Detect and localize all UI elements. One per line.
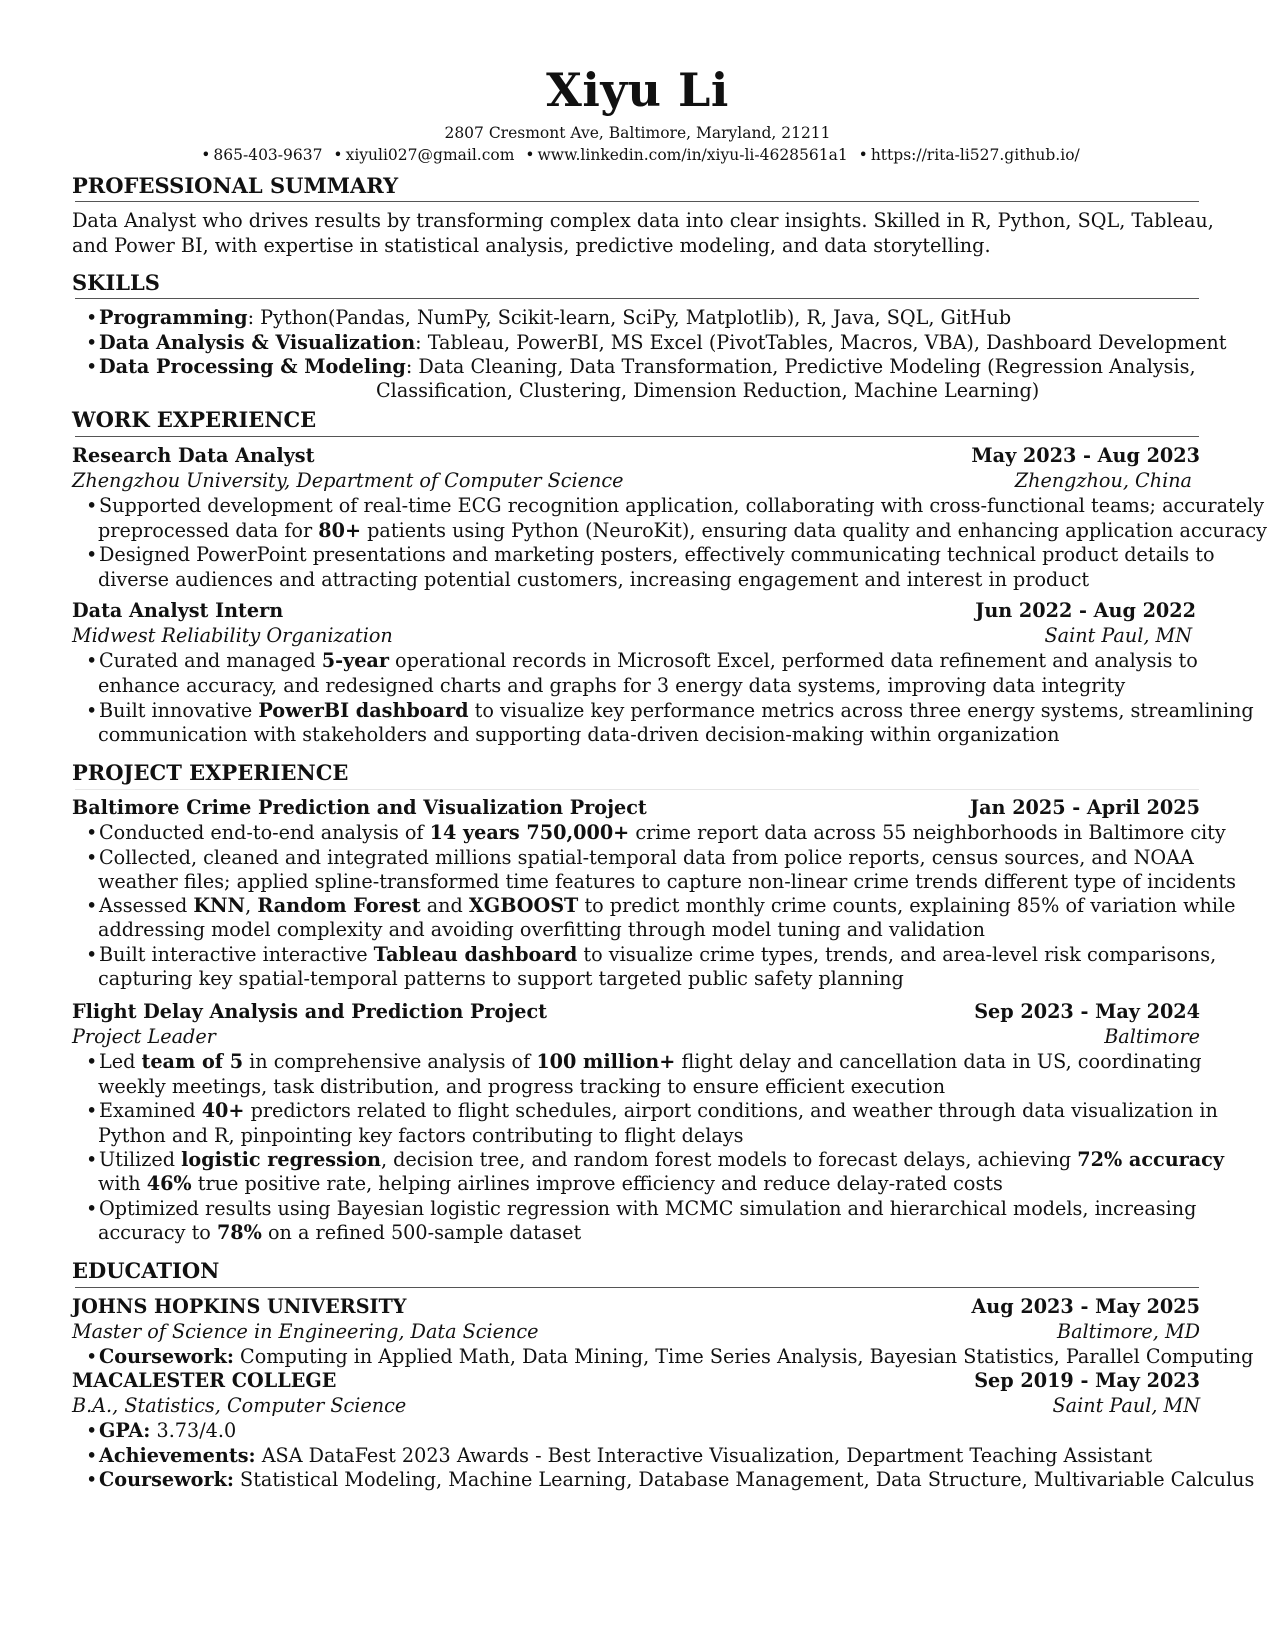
detail-label: Coursework: bbox=[99, 1345, 234, 1368]
job-organization: Midwest Reliability Organization bbox=[72, 624, 393, 647]
education-detail: •GPA: 3.73/4.0 bbox=[86, 1419, 237, 1442]
address: 2807 Cresmont Ave, Baltimore, Maryland, 21211 bbox=[444, 124, 831, 142]
job-location: Saint Paul, MN bbox=[1044, 624, 1192, 647]
bold-phrase: logistic regression bbox=[181, 1148, 381, 1171]
detail-label: Achievements: bbox=[99, 1444, 256, 1467]
job-bullet bbox=[86, 648, 1198, 673]
skill-text: : Tableau, PowerBI, MS Excel (PivotTables, Macros, VBA), Dashboard Development bbox=[415, 331, 1227, 354]
section-divider bbox=[75, 789, 1199, 790]
text-run: addressing model complexity and avoiding overfitting through model tuning and validation bbox=[98, 918, 985, 941]
text-run: communication with stakeholders and supporting data-driven decision-making within organization bbox=[98, 723, 1060, 746]
detail-text: 3.73/4.0 bbox=[150, 1419, 237, 1442]
project-bullet bbox=[86, 1098, 1218, 1123]
school-location: Baltimore, MD bbox=[1056, 1320, 1200, 1343]
text-run: Optimized results using Bayesian logistic regression with MCMC simulation and hierarchical models, increasing bbox=[99, 1197, 1197, 1220]
skill-item: •Data Analysis & Visualization: Tableau, PowerBI, MS Excel (PivotTables, Macros, VBA), Dashboard Development bbox=[86, 331, 1227, 354]
text-run: Led bbox=[99, 1050, 142, 1073]
bullet-dot: • bbox=[86, 1099, 98, 1122]
bold-phrase: Tableau dashboard bbox=[373, 943, 578, 966]
skill-item: •Data Processing & Modeling: Data Cleaning, Data Transformation, Predictive Modeling (Regression Analysis, bbox=[86, 355, 1196, 378]
skill-label: Data Processing & Modeling bbox=[99, 355, 406, 378]
detail-label: GPA: bbox=[99, 1419, 151, 1442]
section-divider bbox=[75, 298, 1199, 299]
text-run: enhance accuracy, and redesigned charts and graphs for 3 energy data systems, improving data integrity bbox=[98, 674, 1126, 697]
text-run: capturing key spatial-temporal patterns to support targeted public safety planning bbox=[98, 967, 904, 990]
text-run: Examined bbox=[99, 1099, 202, 1122]
skill-text: : Data Cleaning, Data Transformation, Predictive Modeling (Regression Analysis, bbox=[405, 355, 1196, 378]
section-heading-education: EDUCATION bbox=[72, 1258, 220, 1283]
project-bullet-continuation bbox=[98, 1074, 945, 1099]
bold-phrase: PowerBI dashboard bbox=[258, 699, 469, 722]
project-dates: Sep 2023 - May 2024 bbox=[974, 1000, 1200, 1023]
project-bullet bbox=[86, 1147, 1224, 1172]
detail-text: Computing in Applied Math, Data Mining, Time Series Analysis, Bayesian Statistics, Parallel Computing bbox=[233, 1345, 1254, 1368]
bullet-separator: • bbox=[858, 146, 868, 164]
bullet-separator: • bbox=[333, 146, 343, 164]
section-heading-projects: PROJECT EXPERIENCE bbox=[72, 760, 349, 785]
text-run: weekly meetings, task distribution, and progress tracking to ensure efficient execution bbox=[98, 1075, 946, 1098]
job-bullet-continuation bbox=[98, 518, 1267, 543]
text-run: operational records in Microsoft Excel, performed data refinement and analysis to bbox=[388, 649, 1198, 672]
project-bullet-continuation bbox=[98, 917, 985, 942]
skill-label: Programming bbox=[99, 306, 248, 329]
text-run: Utilized bbox=[99, 1148, 182, 1171]
section-heading-summary: PROFESSIONAL SUMMARY bbox=[72, 173, 399, 198]
text-run: patients using Python (NeuroKit), ensuring data quality and enhancing application accuracy bbox=[361, 519, 1267, 542]
project-bullet-continuation bbox=[98, 966, 904, 991]
text-run: weather files; applied spline-transformed time features to capture non-linear crime trends different type of incidents bbox=[98, 870, 1237, 893]
text-run: in comprehensive analysis of bbox=[243, 1050, 537, 1073]
summary-line: and Power BI, with expertise in statistical analysis, predictive modeling, and data storytelling. bbox=[72, 234, 991, 257]
contact-line bbox=[0, 145, 1275, 165]
detail-text: ASA DataFest 2023 Awards - Best Interactive Visualization, Department Teaching Assistant bbox=[255, 1444, 1153, 1467]
bold-phrase: 72% accuracy bbox=[1077, 1148, 1225, 1171]
text-run: , decision tree, and random forest models to forecast delays, achieving bbox=[380, 1148, 1078, 1171]
job-bullet bbox=[86, 698, 1254, 723]
education-detail: •Achievements: ASA DataFest 2023 Awards - Best Interactive Visualization, Department Teaching Assistant bbox=[86, 1444, 1153, 1467]
skill-text: : Python(Pandas, NumPy, Scikit-learn, SciPy, Matplotlib), R, Java, SQL, GitHub bbox=[247, 306, 1012, 329]
job-dates: May 2023 - Aug 2023 bbox=[971, 444, 1200, 467]
text-run: with bbox=[98, 1172, 147, 1195]
education-detail: •Coursework: Statistical Modeling, Machine Learning, Database Management, Data Structure, Multivariable Calculus bbox=[86, 1468, 1255, 1491]
text-run: Supported development of real-time ECG recognition application, collaborating with cross-functional teams; accurately bbox=[99, 494, 1265, 517]
project-bullet-continuation bbox=[98, 1171, 1003, 1196]
job-organization: Zhengzhou University, Department of Computer Science bbox=[72, 469, 624, 492]
text-run: Built interactive interactive bbox=[99, 943, 374, 966]
project-bullet-continuation bbox=[98, 1220, 581, 1245]
bold-phrase: XGBOOST bbox=[468, 894, 579, 917]
section-divider bbox=[75, 436, 1199, 437]
bold-phrase: 40+ bbox=[201, 1099, 245, 1122]
project-role: Project Leader bbox=[72, 1025, 216, 1048]
job-dates: Jun 2022 - Aug 2022 bbox=[975, 599, 1196, 622]
job-location: Zhengzhou, China bbox=[1014, 469, 1192, 492]
bold-phrase: 100 million+ bbox=[536, 1050, 676, 1073]
bullet-dot: • bbox=[86, 821, 98, 844]
phone: 865-403-9637 bbox=[213, 146, 323, 164]
project-title: Flight Delay Analysis and Prediction Project bbox=[72, 1000, 548, 1023]
section-divider bbox=[75, 201, 1199, 202]
project-bullet-continuation bbox=[98, 1123, 743, 1148]
project-bullet bbox=[86, 1049, 1202, 1074]
job-title: Data Analyst Intern bbox=[72, 599, 284, 622]
detail-text: Statistical Modeling, Machine Learning, Database Management, Data Structure, Multivariable Calculus bbox=[233, 1468, 1255, 1491]
bullet-dot: • bbox=[86, 943, 98, 966]
text-run: preprocessed data for bbox=[98, 519, 319, 542]
project-location: Baltimore bbox=[1104, 1025, 1200, 1048]
text-run: Designed PowerPoint presentations and marketing posters, effectively communicating technical product details to bbox=[99, 543, 1215, 566]
degree: Master of Science in Engineering, Data Science bbox=[72, 1320, 539, 1343]
bullet-dot: • bbox=[86, 846, 98, 869]
education-detail: •Coursework: Computing in Applied Math, Data Mining, Time Series Analysis, Bayesian Statistics, Parallel Computing bbox=[86, 1345, 1254, 1368]
project-bullet-continuation bbox=[98, 869, 1236, 894]
candidate-name: Xiyu Li bbox=[546, 63, 729, 117]
website-link[interactable]: https://rita-li527.github.io/ bbox=[870, 146, 1080, 164]
project-bullet bbox=[86, 1196, 1196, 1221]
text-run: , bbox=[245, 894, 258, 917]
job-bullet-continuation bbox=[98, 722, 1059, 747]
job-bullet bbox=[86, 542, 1215, 567]
bullet-dot: • bbox=[86, 699, 98, 722]
project-bullet bbox=[86, 942, 1216, 967]
text-run: predictors related to flight schedules, airport conditions, and weather through data visualization in bbox=[244, 1099, 1218, 1122]
school-name: MACALESTER COLLEGE bbox=[72, 1369, 337, 1392]
text-run: accuracy to bbox=[98, 1221, 217, 1244]
text-run: to predict monthly crime counts, explaining 85% of variation while bbox=[578, 894, 1236, 917]
school-dates: Sep 2019 - May 2023 bbox=[974, 1369, 1200, 1392]
section-divider bbox=[75, 1287, 1199, 1288]
degree: B.A., Statistics, Computer Science bbox=[72, 1394, 407, 1417]
project-bullet bbox=[86, 845, 1194, 870]
bullet-dot: • bbox=[86, 1197, 98, 1220]
bold-phrase: 5-year bbox=[321, 649, 389, 672]
school-location: Saint Paul, MN bbox=[1052, 1394, 1200, 1417]
bullet-dot: • bbox=[86, 494, 98, 517]
skill-continuation: Classification, Clustering, Dimension Reduction, Machine Learning) bbox=[376, 379, 1040, 402]
project-title: Baltimore Crime Prediction and Visualization Project bbox=[72, 796, 647, 819]
bold-phrase: team of 5 bbox=[141, 1050, 244, 1073]
bold-phrase: 80+ bbox=[318, 519, 362, 542]
summary-line: Data Analyst who drives results by transforming complex data into clear insights. Skilled in R, Python, SQL, Tableau, bbox=[72, 209, 1214, 232]
skill-label: Data Analysis & Visualization bbox=[99, 331, 416, 354]
text-run: Collected, cleaned and integrated millions spatial-temporal data from police reports, census sources, and NOAA bbox=[99, 846, 1194, 869]
text-run: Curated and managed bbox=[99, 649, 322, 672]
school-name: JOHNS HOPKINS UNIVERSITY bbox=[72, 1295, 407, 1318]
text-run: Assessed bbox=[99, 894, 194, 917]
linkedin-link[interactable]: www.linkedin.com/in/xiyu-li-4628561a1 bbox=[537, 146, 848, 164]
bold-phrase: KNN bbox=[193, 894, 246, 917]
text-run: diverse audiences and attracting potential customers, increasing engagement and interest in product bbox=[98, 568, 1090, 591]
text-run: Built innovative bbox=[99, 699, 259, 722]
project-dates: Jan 2025 - April 2025 bbox=[970, 796, 1200, 819]
bullet-separator: • bbox=[201, 146, 211, 164]
text-run: to visualize crime types, trends, and area-level risk comparisons, bbox=[577, 943, 1217, 966]
text-run: Conducted end-to-end analysis of bbox=[99, 821, 430, 844]
text-run: and bbox=[420, 894, 469, 917]
bullet-dot: • bbox=[86, 894, 98, 917]
bold-phrase: Random Forest bbox=[257, 894, 421, 917]
job-title: Research Data Analyst bbox=[72, 444, 315, 467]
section-heading-skills: SKILLS bbox=[72, 270, 160, 295]
bullet-dot: • bbox=[86, 543, 98, 566]
school-dates: Aug 2023 - May 2025 bbox=[971, 1295, 1200, 1318]
text-run: Python and R, pinpointing key factors contributing to flight delays bbox=[98, 1124, 744, 1147]
bullet-dot: • bbox=[86, 1050, 98, 1073]
text-run: true positive rate, helping airlines improve efficiency and reduce delay-rated costs bbox=[191, 1172, 1003, 1195]
skill-item: •Programming: Python(Pandas, NumPy, Scikit-learn, SciPy, Matplotlib), R, Java, SQL, GitHub bbox=[86, 306, 1012, 329]
job-bullet bbox=[86, 493, 1264, 518]
email-link[interactable]: xiyuli027@gmail.com bbox=[345, 146, 515, 164]
project-bullet bbox=[86, 820, 1226, 845]
bullet-dot: • bbox=[86, 649, 98, 672]
text-run: to visualize key performance metrics across three energy systems, streamlining bbox=[468, 699, 1254, 722]
bold-phrase: 46% bbox=[146, 1172, 192, 1195]
text-run: crime report data across 55 neighborhoods in Baltimore city bbox=[629, 821, 1226, 844]
text-run: flight delay and cancellation data in US, coordinating bbox=[675, 1050, 1202, 1073]
section-heading-work: WORK EXPERIENCE bbox=[72, 407, 317, 432]
detail-label: Coursework: bbox=[99, 1468, 234, 1491]
job-bullet-continuation bbox=[98, 673, 1125, 698]
bold-phrase: 14 years 750,000+ bbox=[429, 821, 630, 844]
bullet-dot: • bbox=[86, 1148, 98, 1171]
bullet-separator: • bbox=[525, 146, 535, 164]
bold-phrase: 78% bbox=[216, 1221, 262, 1244]
job-bullet-continuation bbox=[98, 567, 1089, 592]
text-run: on a refined 500-sample dataset bbox=[261, 1221, 582, 1244]
project-bullet bbox=[86, 893, 1236, 918]
